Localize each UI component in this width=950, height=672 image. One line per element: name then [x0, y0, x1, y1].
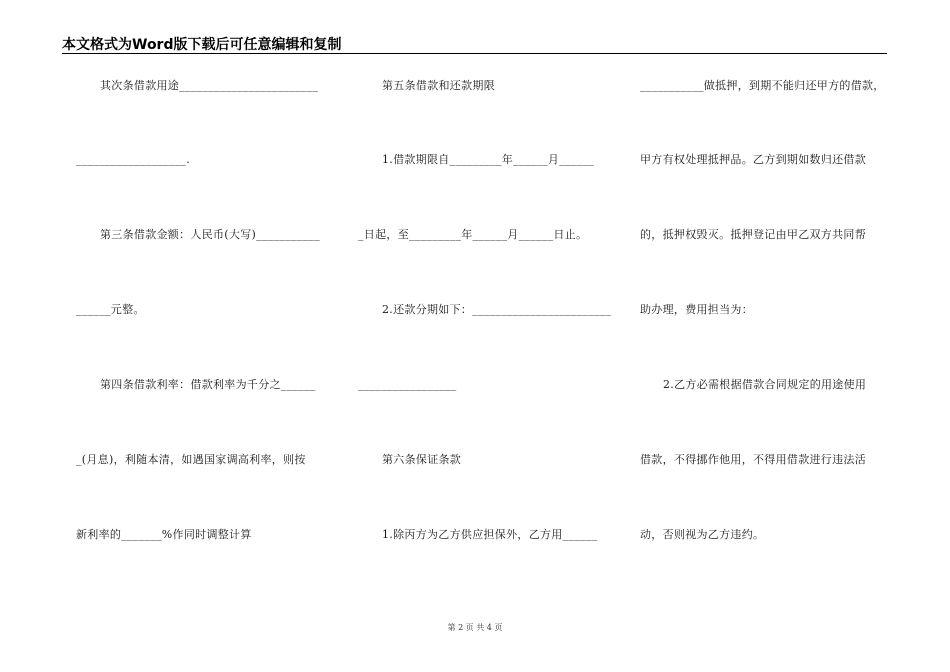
col3-line-1: ___________做抵押，到期不能归还甲方的借款，	[640, 79, 885, 92]
col1-line-1: 其次条借款用途________________________	[100, 79, 319, 92]
col3-line-5: 2.乙方必需根据借款合同规定的用途使用	[663, 378, 867, 391]
col2-line-5: _________________	[358, 378, 457, 391]
col3-line-3: 的，抵押权毁灭。抵押登记由甲乙双方共同帮	[640, 228, 866, 241]
col1-line-5: 第四条借款利率：借款利率为千分之______	[100, 378, 316, 391]
document-header-title: 本文格式为Word版下载后可任意编辑和复制	[62, 37, 342, 53]
page-number-footer: 第 2 页 共 4 页	[447, 623, 503, 632]
col3-line-2: 甲方有权处理抵押品。乙方到期如数归还借款	[640, 153, 866, 166]
col3-line-7: 动，否则视为乙方违约。	[640, 528, 765, 541]
col2-line-7: 1.除丙方为乙方供应担保外，乙方用______	[382, 528, 598, 541]
col2-line-3: _日起，至_________年______月______日止。	[358, 228, 588, 241]
header-divider	[62, 53, 887, 54]
col2-line-4: 2.还款分期如下：________________________	[382, 303, 612, 316]
col2-line-6: 第六条保证条款	[382, 453, 462, 466]
col1-line-7: 新利率的_______%作同时调整计算	[76, 528, 252, 541]
col3-line-6: 借款，不得挪作他用，不得用借款进行违法活	[640, 453, 866, 466]
col2-line-1: 第五条借款和还款期限	[382, 79, 495, 92]
col1-line-4: ______元整。	[76, 303, 145, 316]
col1-line-6: _(月息)，利随本清，如遇国家调高利率，则按	[76, 453, 306, 466]
col3-line-4: 助办理，费用担当为：	[640, 303, 753, 316]
col1-line-2: ___________________.	[76, 153, 190, 166]
col1-line-3: 第三条借款金额：人民币(大写)___________	[100, 228, 320, 241]
col2-line-2: 1.借款期限自_________年______月______	[382, 153, 594, 166]
